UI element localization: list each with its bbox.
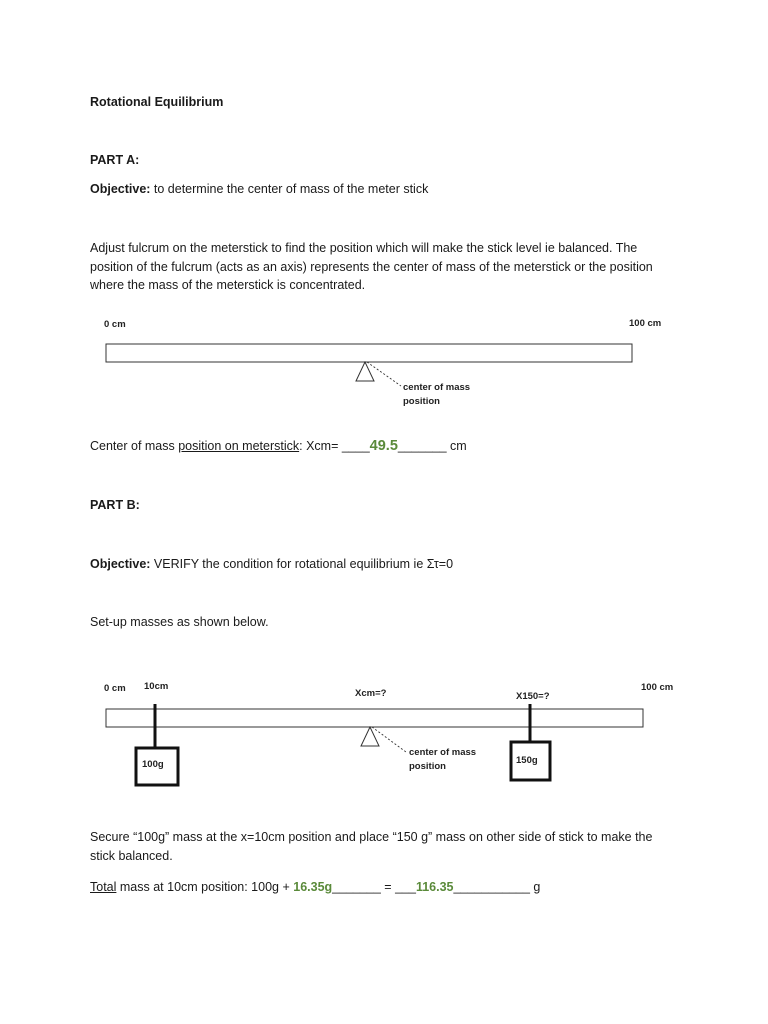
answer-prefix: Center of mass xyxy=(90,439,179,453)
setup-instruction: Set-up masses as shown below. xyxy=(90,615,269,629)
part-a-paragraph-line-3: where the mass of the meterstick is concentrated. xyxy=(90,278,366,292)
com-pointer xyxy=(372,727,406,752)
total-underlined: Total xyxy=(90,880,117,894)
answer-underlined: position on meterstick xyxy=(178,439,300,453)
total-mass-answer xyxy=(90,878,540,896)
meterstick-100cm-label: 100 cm xyxy=(629,318,662,329)
meterstick-0cm-label: 0 cm xyxy=(104,319,126,330)
objective-text: to determine the center of mass of the meter stick xyxy=(150,182,429,196)
document-title: Rotational Equilibrium xyxy=(90,95,224,109)
com-label-line-2: position xyxy=(403,396,440,407)
total-text-1: mass at 10cm position: 100g + xyxy=(116,880,294,894)
com-label-line-1: center of mass xyxy=(403,382,471,393)
part-b-heading: PART B: xyxy=(90,498,140,512)
objective-text: VERIFY the condition for rotational equilibrium ie Στ=0 xyxy=(150,557,454,571)
xcm-value: 49.5 xyxy=(369,438,398,454)
objective-label: Objective: xyxy=(90,182,151,196)
objective-label: Objective: xyxy=(90,557,151,571)
total-text-3: ___________ g xyxy=(453,880,541,894)
secure-instruction-line-1: Secure “100g” mass at the x=10cm position and place “150 g” mass on other side of stick to make the xyxy=(90,830,653,844)
part-a-paragraph-line-1: Adjust fulcrum on the meterstick to find the position which will make the stick level ie balanced. The xyxy=(90,241,638,255)
meterstick xyxy=(106,709,643,727)
position-10cm-label: 10cm xyxy=(144,681,169,692)
com-label-line-2: position xyxy=(409,761,446,772)
mass-150g-label: 150g xyxy=(516,755,538,766)
answer-suffix: _______ cm xyxy=(397,439,467,453)
part-a-heading: PART A: xyxy=(90,153,140,167)
xcm-unknown-label: Xcm=? xyxy=(355,688,387,699)
x150-unknown-label: X150=? xyxy=(516,691,550,702)
mass-100g-label: 100g xyxy=(142,759,164,770)
added-mass-value: 16.35g xyxy=(293,880,333,894)
secure-instruction-line-2: stick balanced. xyxy=(90,849,173,863)
part-a-paragraph-line-2: position of the fulcrum (acts as an axis) represents the center of mass of the meterstick or the position xyxy=(90,260,653,274)
meterstick-0cm-label: 0 cm xyxy=(104,683,126,694)
total-mass-value: 116.35 xyxy=(415,880,454,894)
answer-middle: : Xcm= ____ xyxy=(299,439,370,453)
com-label-line-1: center of mass xyxy=(409,747,477,758)
total-text-2: _______ = ___ xyxy=(332,880,416,894)
meterstick-100cm-label: 100 cm xyxy=(641,682,674,693)
